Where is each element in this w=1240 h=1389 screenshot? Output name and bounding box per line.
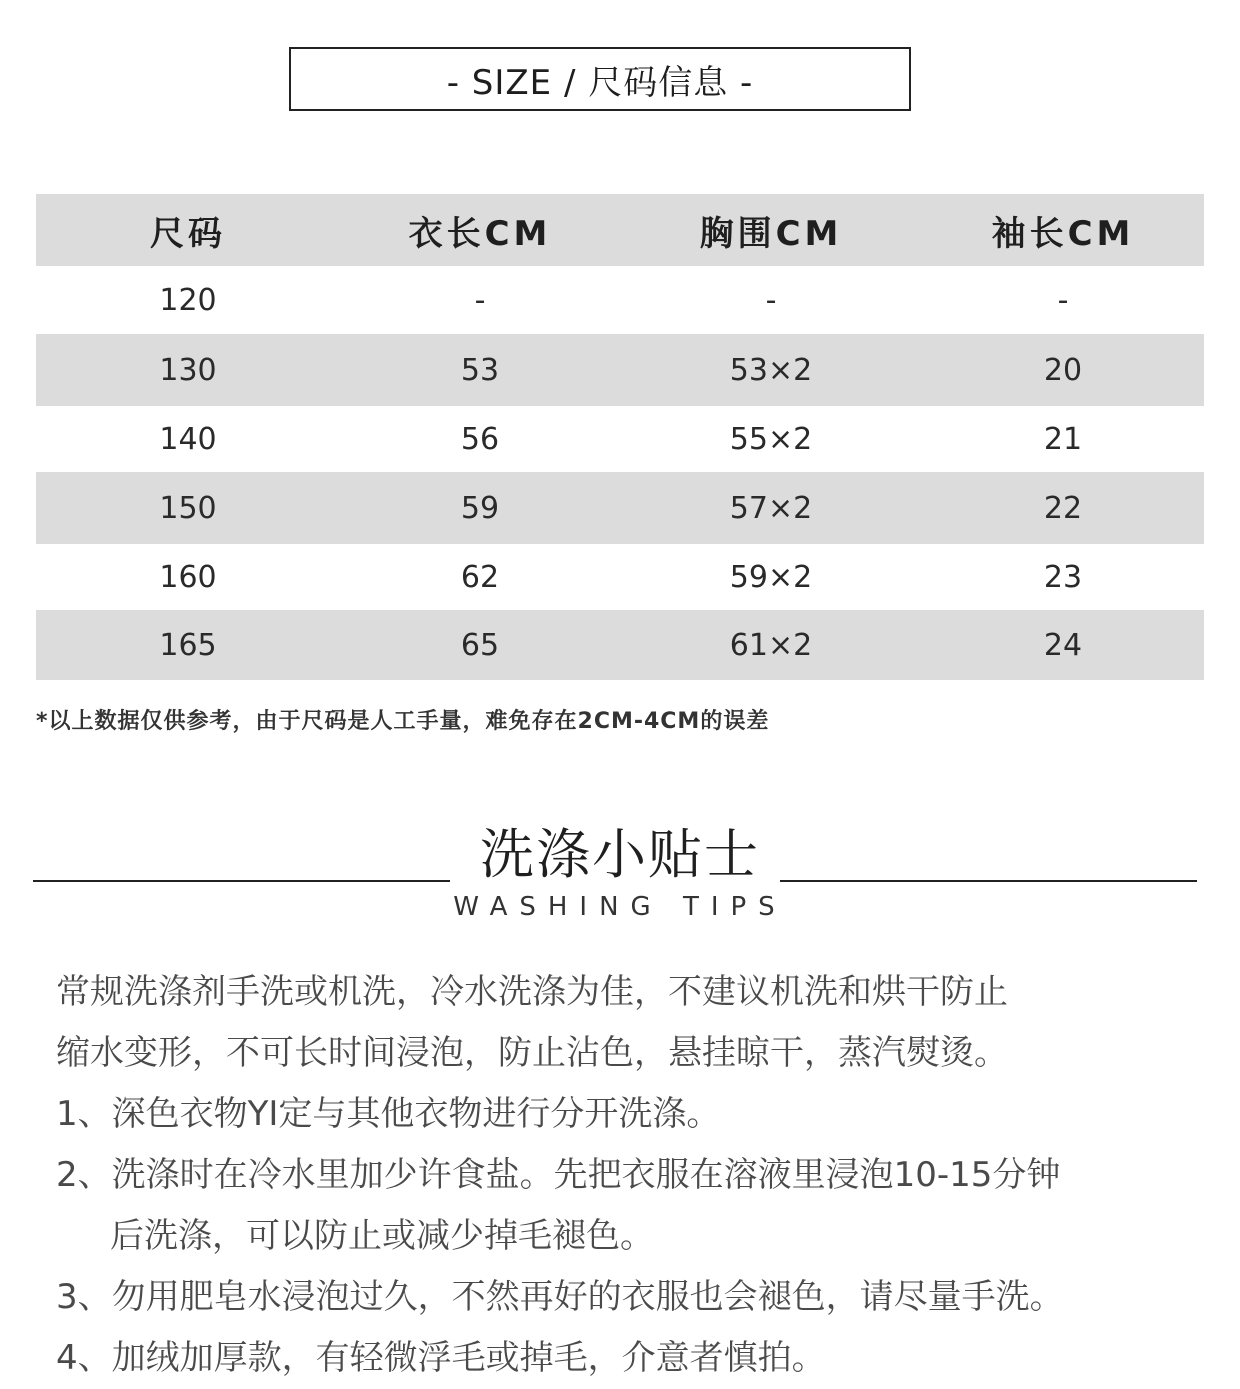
header-length: 衣长CM bbox=[408, 213, 552, 254]
cell-size: 130 bbox=[159, 352, 217, 388]
cell-size: 160 bbox=[159, 559, 217, 595]
table-row bbox=[36, 266, 1204, 334]
cell-size: 140 bbox=[159, 421, 217, 457]
header-size: 尺码 bbox=[150, 213, 226, 254]
divider-right bbox=[780, 880, 1197, 882]
table-row bbox=[36, 544, 1204, 610]
cell-size: 165 bbox=[159, 627, 217, 663]
cell-chest: 57×2 bbox=[729, 490, 813, 526]
cell-chest: 61×2 bbox=[729, 627, 813, 663]
size-table bbox=[36, 194, 1204, 680]
cell-sleeve: 22 bbox=[1043, 490, 1083, 526]
cell-sleeve: 24 bbox=[1043, 627, 1083, 663]
cell-size: 150 bbox=[159, 490, 217, 526]
size-section-title: - SIZE / 尺码信息 - bbox=[289, 47, 911, 111]
cell-sleeve: 23 bbox=[1043, 559, 1083, 595]
cell-length: 65 bbox=[460, 627, 500, 663]
table-row bbox=[36, 472, 1204, 544]
cell-chest: 53×2 bbox=[729, 352, 813, 388]
cell-length: 53 bbox=[460, 352, 500, 388]
header-chest: 胸围CM bbox=[699, 213, 843, 254]
tip-line: 4、加绒加厚款，有轻微浮毛或掉毛，介意者慎拍。 bbox=[56, 1338, 826, 1378]
washing-subtitle: WASHING TIPS bbox=[453, 892, 787, 922]
header-sleeve: 袖长CM bbox=[991, 213, 1135, 254]
tip-line: 常规洗涤剂手洗或机洗，冷水洗涤为佳，不建议机洗和烘干防止 bbox=[56, 972, 1008, 1012]
measurement-note: *以上数据仅供参考，由于尺码是人工手量，难免存在2CM-4CM的误差 bbox=[36, 709, 770, 734]
cell-length: - bbox=[474, 282, 486, 318]
cell-length: 59 bbox=[460, 490, 500, 526]
cell-chest: 55×2 bbox=[729, 421, 813, 457]
cell-sleeve: 21 bbox=[1043, 421, 1083, 457]
washing-title: 洗涤小贴士 bbox=[480, 823, 760, 886]
washing-tips bbox=[56, 962, 1206, 1389]
table-row bbox=[36, 610, 1204, 680]
tip-line: 缩水变形，不可长时间浸泡，防止沾色，悬挂晾干，蒸汽熨烫。 bbox=[56, 1033, 1008, 1073]
cell-length: 56 bbox=[460, 421, 500, 457]
cell-sleeve: 20 bbox=[1043, 352, 1083, 388]
tip-line: 3、勿用肥皂水浸泡过久，不然再好的衣服也会褪色，请尽量手洗。 bbox=[56, 1277, 1064, 1317]
table-header-row bbox=[36, 194, 1204, 266]
tip-line: 后洗涤，可以防止或减少掉毛褪色。 bbox=[110, 1216, 654, 1256]
cell-size: 120 bbox=[159, 282, 217, 318]
cell-sleeve: - bbox=[1057, 282, 1069, 318]
divider-left bbox=[33, 880, 450, 882]
tip-line: 2、洗涤时在冷水里加少许食盐。先把衣服在溶液里浸泡10-15分钟 bbox=[56, 1155, 1061, 1195]
cell-chest: - bbox=[765, 282, 777, 318]
table-row bbox=[36, 406, 1204, 472]
cell-chest: 59×2 bbox=[729, 559, 813, 595]
table-row bbox=[36, 334, 1204, 406]
tip-line: 1、深色衣物YI定与其他衣物进行分开洗涤。 bbox=[56, 1094, 721, 1134]
cell-length: 62 bbox=[460, 559, 500, 595]
